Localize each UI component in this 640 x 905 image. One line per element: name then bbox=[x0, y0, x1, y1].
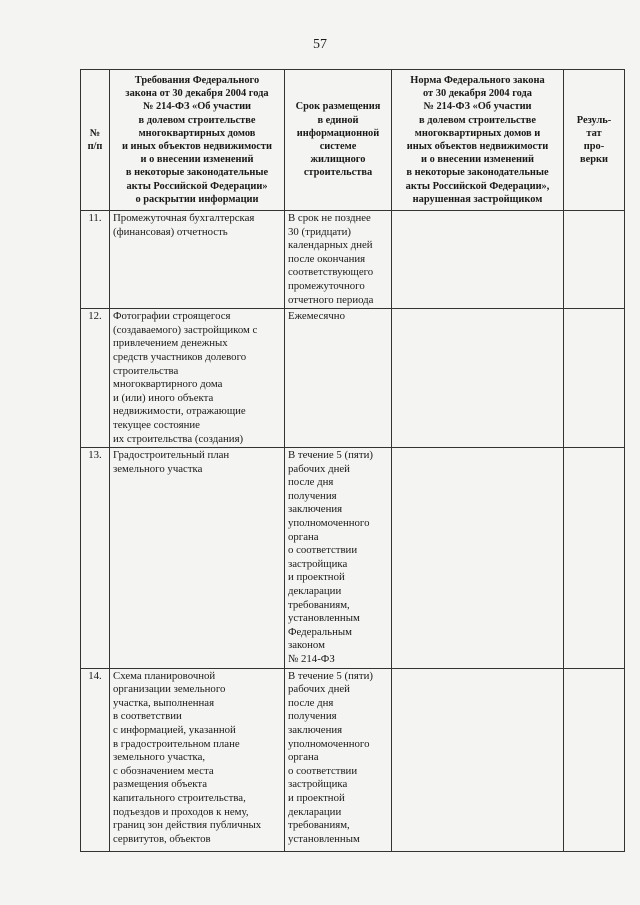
text-line: заключения bbox=[288, 503, 343, 516]
text-line: Срок размещения bbox=[295, 101, 381, 113]
row-requirement bbox=[110, 448, 285, 669]
text-line: Ежемесячно bbox=[288, 310, 345, 323]
table-row bbox=[81, 309, 625, 448]
text-line: Промежуточная бухгалтерская bbox=[113, 212, 255, 224]
text-line: тат bbox=[586, 127, 602, 139]
table-row bbox=[81, 211, 625, 309]
text-line: организации земельного bbox=[113, 683, 226, 696]
text-line: застройщика bbox=[288, 778, 348, 791]
text-line: рабочих дней bbox=[288, 683, 350, 696]
text-line: № bbox=[89, 127, 101, 139]
text-line: нарушенная застройщиком bbox=[412, 193, 543, 205]
text-line: 30 (тридцати) bbox=[288, 225, 351, 238]
text-line: в единой bbox=[317, 114, 359, 126]
text-line: получения bbox=[288, 489, 337, 502]
row-norm bbox=[392, 448, 564, 669]
text-line: после дня bbox=[288, 696, 334, 709]
text-line: закона от 30 декабря 2004 года bbox=[125, 88, 269, 100]
text-line: и проектной bbox=[288, 791, 345, 804]
text-line: текущее состояние bbox=[113, 418, 200, 431]
text-line: от 30 декабря 2004 года bbox=[422, 88, 533, 100]
text-line: (финансовая) отчетность bbox=[113, 225, 228, 238]
text-line: и (или) иного объекта bbox=[113, 391, 214, 404]
row-norm bbox=[392, 668, 564, 851]
text-line: иных объектов недвижимости bbox=[406, 141, 549, 152]
text-line: подъездов и проходов к нему, bbox=[113, 805, 249, 818]
text-line: рабочих дней bbox=[288, 462, 350, 475]
row-norm bbox=[392, 211, 564, 309]
header-norm bbox=[392, 70, 564, 211]
text-line: системе bbox=[319, 141, 357, 152]
text-line: законом bbox=[288, 639, 325, 652]
text-line: многоквартирного дома bbox=[113, 378, 223, 391]
text-line: В течение 5 (пяти) bbox=[288, 449, 373, 462]
text-line: (создаваемого) застройщиком с bbox=[113, 323, 258, 336]
text-line: уполномоченного bbox=[288, 517, 370, 530]
text-line: после окончания bbox=[288, 252, 366, 265]
text-line: декларации bbox=[288, 585, 342, 598]
row-requirement bbox=[110, 668, 285, 851]
text-line: недвижимости, отражающие bbox=[113, 405, 246, 418]
row-term bbox=[285, 211, 392, 309]
text-line: № 214-ФЗ bbox=[288, 653, 335, 665]
text-line: в долевом строительстве bbox=[419, 114, 536, 126]
text-line: верки bbox=[580, 154, 608, 166]
text-line: привлечением денежных bbox=[113, 337, 228, 350]
page-number: 57 bbox=[313, 37, 327, 52]
text-line: после дня bbox=[288, 476, 334, 489]
text-line: капитального строительства, bbox=[113, 791, 246, 804]
compliance-table bbox=[80, 69, 625, 852]
text-line: земельного участка, bbox=[113, 751, 206, 764]
text-line: уполномоченного bbox=[288, 737, 370, 750]
text-line: участка, выполненная bbox=[113, 696, 215, 709]
text-line: получения bbox=[288, 710, 337, 723]
text-line: № 214-ФЗ «Об участии bbox=[423, 101, 532, 113]
text-line: размещения объекта bbox=[113, 778, 207, 791]
text-line: В течение 5 (пяти) bbox=[288, 669, 373, 682]
text-line: акты Российской Федерации», bbox=[405, 180, 550, 192]
text-line: соответствующего bbox=[288, 266, 374, 279]
text-line: Федеральным bbox=[288, 625, 352, 638]
row-norm bbox=[392, 309, 564, 448]
text-line: застройщика bbox=[288, 557, 348, 570]
text-line: Схема планировочной bbox=[113, 669, 216, 682]
text-line: сервитутов, объектов bbox=[113, 832, 211, 845]
text-line: № 214-ФЗ «Об участии bbox=[142, 101, 252, 113]
text-line: и проектной bbox=[288, 571, 345, 584]
header-term bbox=[285, 70, 392, 211]
text-line: требованиям, bbox=[288, 598, 350, 611]
text-line: декларации bbox=[288, 805, 342, 818]
text-line: в градостроительном плане bbox=[113, 737, 240, 750]
text-line: в некоторые законодательные bbox=[125, 167, 269, 179]
text-line: про- bbox=[583, 141, 605, 152]
text-line: В срок не позднее bbox=[288, 212, 371, 224]
table-row bbox=[81, 668, 625, 851]
row-number: 13. bbox=[81, 448, 110, 669]
text-line: в долевом строительстве bbox=[138, 114, 256, 126]
text-line: информационной bbox=[296, 127, 380, 139]
row-term bbox=[285, 309, 392, 448]
text-line: земельного участка bbox=[113, 462, 203, 475]
text-line: установленным bbox=[288, 832, 360, 845]
row-number: 12. bbox=[81, 309, 110, 448]
text-line: многоквартирных домов и bbox=[414, 127, 541, 139]
row-number: 11. bbox=[81, 211, 110, 309]
text-line: Резуль- bbox=[576, 114, 612, 126]
text-line: установленным bbox=[288, 612, 360, 625]
row-result bbox=[564, 448, 625, 669]
text-line: и иных объектов недвижимости bbox=[121, 141, 273, 152]
text-line: промежуточного bbox=[288, 279, 365, 292]
text-line: п/п bbox=[87, 141, 103, 152]
row-number: 14. bbox=[81, 668, 110, 851]
text-line: Требования Федерального bbox=[134, 74, 260, 86]
text-line: Норма Федерального закона bbox=[410, 74, 545, 86]
text-line: отчетного периода bbox=[288, 293, 374, 306]
text-line: о раскрытии информации bbox=[135, 193, 259, 205]
header-requirement bbox=[110, 70, 285, 211]
header-result bbox=[564, 70, 625, 211]
text-line: заключения bbox=[288, 723, 343, 736]
text-line: средств участников долевого bbox=[113, 350, 247, 363]
row-requirement bbox=[110, 211, 285, 309]
text-line: Градостроительный план bbox=[113, 449, 230, 462]
text-line: многоквартирных домов bbox=[138, 127, 256, 139]
text-line: в соответствии bbox=[113, 710, 182, 723]
row-result bbox=[564, 309, 625, 448]
text-line: и о внесении изменений bbox=[140, 154, 254, 166]
text-line: акты Российской Федерации» bbox=[126, 180, 268, 192]
table-row bbox=[81, 448, 625, 669]
row-term bbox=[285, 668, 392, 851]
row-result bbox=[564, 211, 625, 309]
text-line: с информацией, указанной bbox=[113, 723, 236, 736]
text-line: в некоторые законодательные bbox=[406, 167, 549, 179]
row-term bbox=[285, 448, 392, 669]
text-line: требованиям, bbox=[288, 819, 350, 832]
text-line: с обозначением места bbox=[113, 764, 214, 777]
text-line: о соответствии bbox=[288, 764, 358, 777]
row-requirement bbox=[110, 309, 285, 448]
text-line: и о внесении изменений bbox=[421, 154, 534, 166]
text-line: границ зон действия публичных bbox=[113, 819, 262, 832]
text-line: органа bbox=[288, 751, 319, 764]
text-line: Фотографии строящегося bbox=[113, 310, 231, 323]
text-line: строительства bbox=[303, 167, 373, 179]
table-header-row bbox=[81, 70, 625, 211]
text-line: их строительства (создания) bbox=[113, 432, 244, 445]
text-line: строительства bbox=[113, 364, 179, 377]
header-number bbox=[81, 70, 110, 211]
text-line: жилищного bbox=[310, 154, 366, 166]
text-line: календарных дней bbox=[288, 239, 373, 252]
row-result bbox=[564, 668, 625, 851]
text-line: о соответствии bbox=[288, 544, 358, 557]
text-line: органа bbox=[288, 530, 319, 543]
